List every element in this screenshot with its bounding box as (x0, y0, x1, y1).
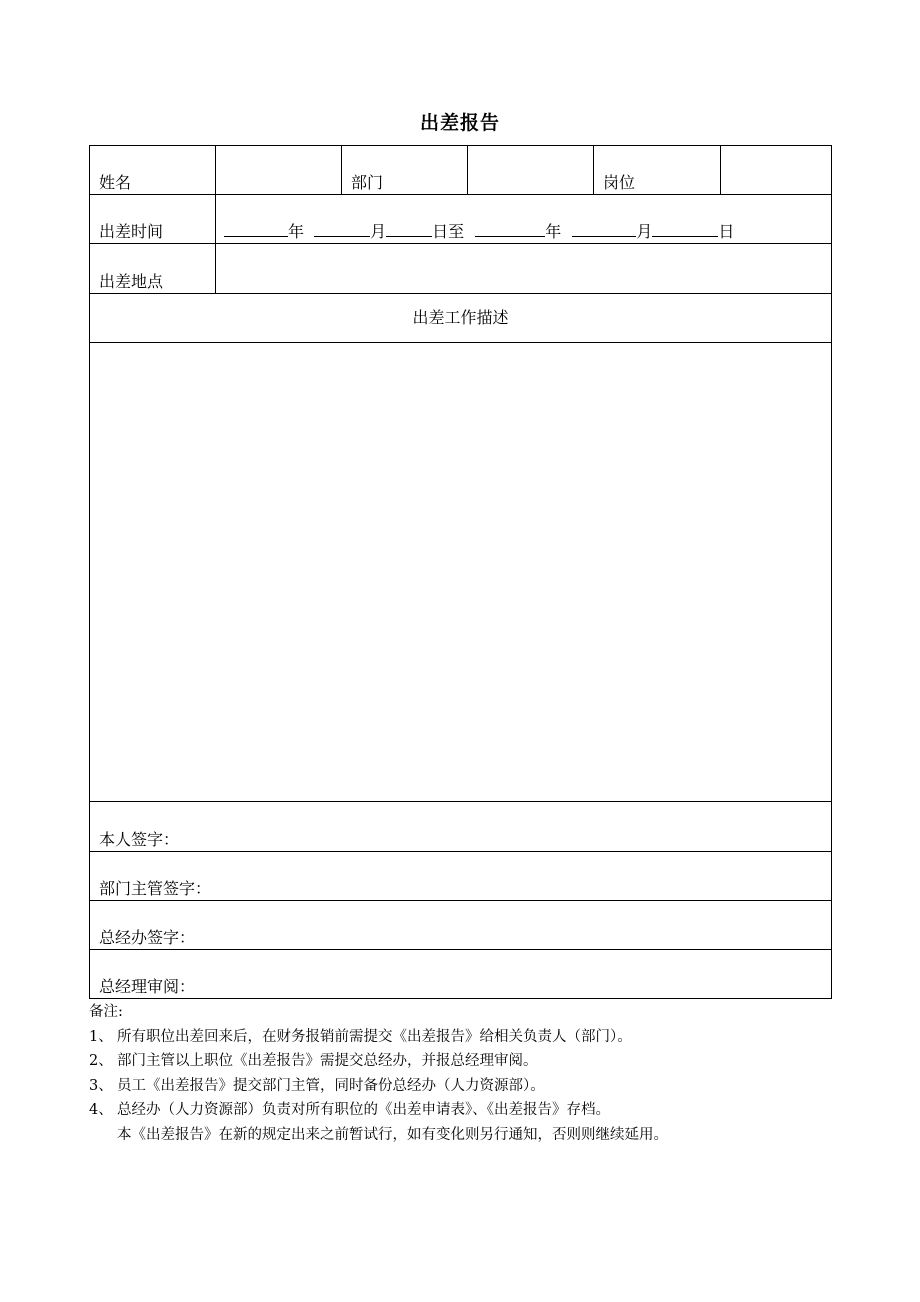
sign-gm-office-label: 总经办签字： (99, 928, 196, 947)
note-text: 员工《出差报告》提交部门主管，同时备份总经办（人力资源部）。 (117, 1077, 545, 1094)
position-field[interactable] (721, 146, 832, 195)
place-label: 出差地点 (90, 244, 216, 294)
note-number: 4、 (89, 1102, 113, 1118)
start-year-blank[interactable] (224, 222, 288, 237)
start-month-blank[interactable] (314, 222, 370, 237)
end-month-blank[interactable] (572, 222, 636, 237)
sign-self-label: 本人签字： (99, 830, 180, 849)
notes-heading: 备注: (89, 1004, 123, 1020)
gm-review-label: 总经理审阅： (99, 977, 196, 996)
month-unit: 月 (370, 222, 387, 241)
date-range (224, 222, 734, 241)
name-field[interactable] (216, 146, 342, 195)
position-label: 岗位 (594, 146, 721, 195)
day-to-unit: 日至 (432, 222, 465, 241)
note-item (89, 1098, 829, 1123)
place-field[interactable] (216, 244, 832, 294)
end-year-blank[interactable] (475, 222, 545, 237)
travel-report-form (89, 145, 832, 999)
note-text: 所有职位出差回来后，在财务报销前需提交《出差报告》给相关负责人（部门）。 (117, 1028, 632, 1045)
day-unit-2: 日 (718, 222, 735, 241)
desc-field[interactable] (90, 343, 832, 802)
gm-review-row[interactable] (90, 950, 832, 999)
time-field[interactable] (216, 195, 832, 244)
page-title: 出差报告 (419, 112, 500, 134)
notes-section (89, 1000, 829, 1147)
month-unit-2: 月 (636, 222, 653, 241)
sign-dept-label: 部门主管签字： (99, 879, 212, 898)
note-item (89, 1049, 829, 1074)
start-day-blank[interactable] (386, 222, 432, 237)
dept-field[interactable] (468, 146, 594, 195)
end-day-blank[interactable] (652, 222, 718, 237)
note-number: 1、 (89, 1028, 113, 1045)
note-text: 总经办（人力资源部）负责对所有职位的《出差申请表》、《出差报告》存档。 (117, 1102, 610, 1118)
year-unit: 年 (288, 222, 305, 241)
note-number: 3、 (89, 1077, 113, 1094)
note-number: 2、 (89, 1053, 113, 1069)
sign-gm-office-row[interactable] (90, 901, 832, 950)
note-item (89, 1074, 829, 1099)
dept-label: 部门 (342, 146, 468, 195)
note-text: 部门主管以上职位《出差报告》需提交总经办，并报总经理审阅。 (117, 1053, 538, 1069)
year-unit-2: 年 (545, 222, 562, 241)
sign-self-row[interactable] (90, 802, 832, 852)
sign-dept-row[interactable] (90, 852, 832, 901)
notes-footer: 本《出差报告》在新的规定出来之前暂试行，如有变化则另行通知，否则则继续延用。 (117, 1126, 668, 1143)
note-item (89, 1025, 829, 1050)
name-label: 姓名 (90, 146, 216, 195)
desc-header: 出差工作描述 (90, 294, 832, 343)
time-label: 出差时间 (90, 195, 216, 244)
